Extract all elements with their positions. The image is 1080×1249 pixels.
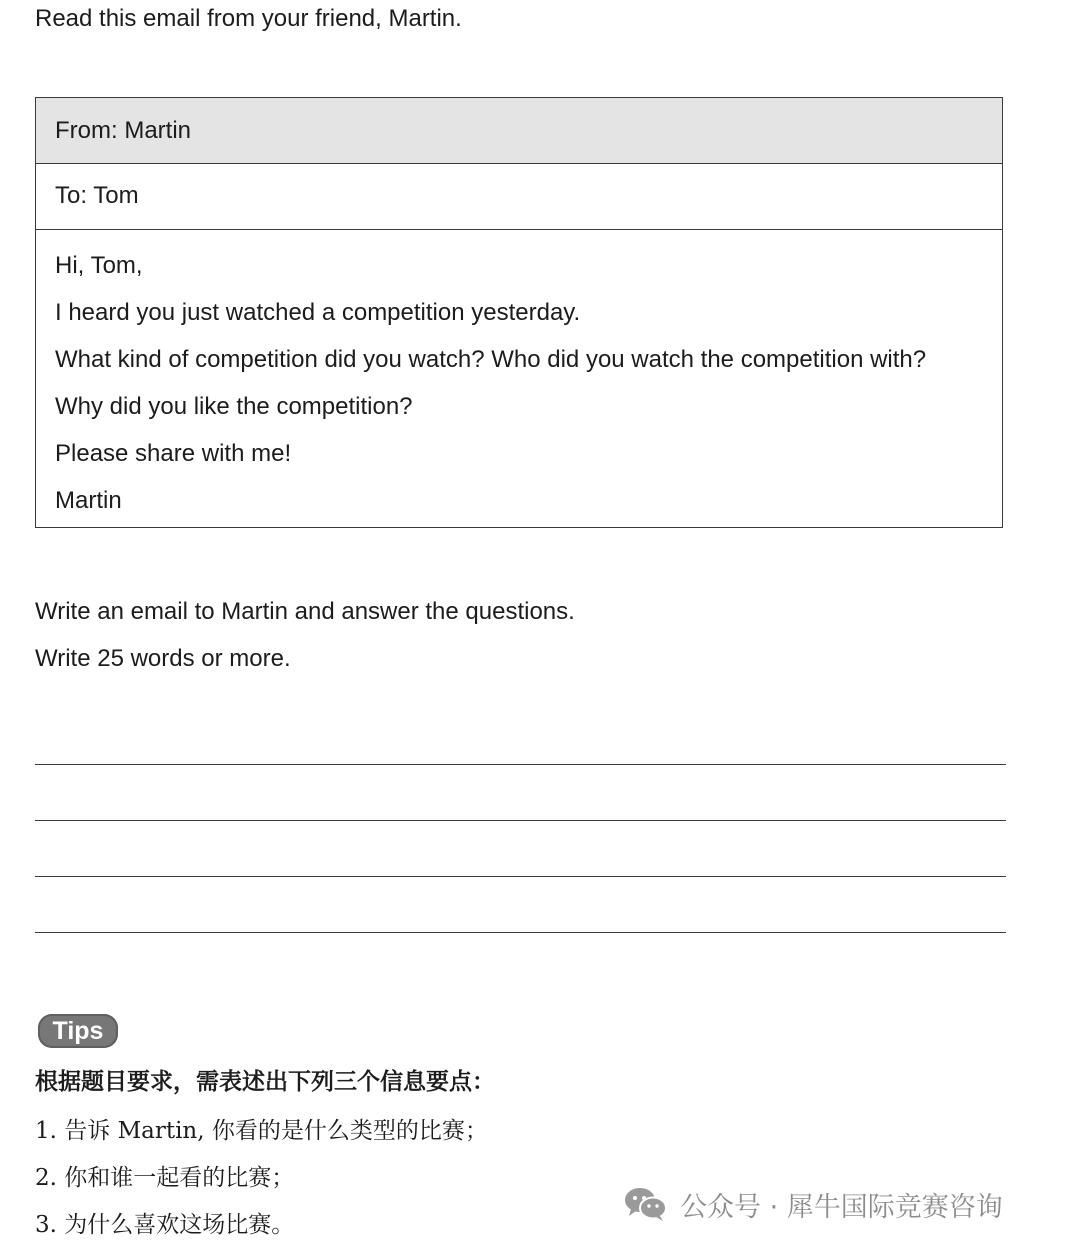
- word-count-requirement: Write 25 words or more.: [35, 645, 291, 672]
- email-greeting: Hi, Tom,: [55, 252, 143, 279]
- tip-item: 3. 为什么喜欢这场比赛。: [35, 1212, 295, 1238]
- email-body-line: I heard you just watched a competition yesterday.: [55, 299, 581, 326]
- tip-item: 1. 告诉 Martin, 你看的是什么类型的比赛；: [35, 1118, 488, 1144]
- tip-item: 2. 你和谁一起看的比赛；: [35, 1165, 295, 1191]
- tips-list: [35, 1108, 488, 1249]
- writing-task: [35, 588, 575, 682]
- watermark: [624, 1184, 1003, 1224]
- email-from-field: From: Martin: [36, 98, 1002, 164]
- email-body: [36, 230, 1002, 524]
- email-body-line: What kind of competition did you watch? Who did you watch the competition with?: [55, 346, 927, 373]
- watermark-text: 公众号 · 犀牛国际竞赛咨询: [680, 1191, 1003, 1223]
- email-signature: Martin: [55, 487, 122, 514]
- answer-line[interactable]: [35, 876, 1006, 877]
- answer-writing-area[interactable]: [35, 764, 1006, 988]
- tips-heading: 根据题目要求，需表述出下列三个信息要点：: [35, 1069, 495, 1095]
- email-to-field: To: Tom: [36, 164, 1002, 230]
- answer-line[interactable]: [35, 932, 1006, 933]
- wechat-icon: [624, 1186, 668, 1222]
- instruction-text: Read this email from your friend, Martin.: [35, 5, 462, 32]
- email-card: [35, 97, 1003, 528]
- email-body-line: Please share with me!: [55, 440, 292, 467]
- tips-badge: Tips: [38, 1014, 118, 1048]
- answer-line[interactable]: [35, 820, 1006, 821]
- email-body-line: Why did you like the competition?: [55, 393, 413, 420]
- answer-line[interactable]: [35, 764, 1006, 765]
- task-instruction: Write an email to Martin and answer the questions.: [35, 598, 575, 625]
